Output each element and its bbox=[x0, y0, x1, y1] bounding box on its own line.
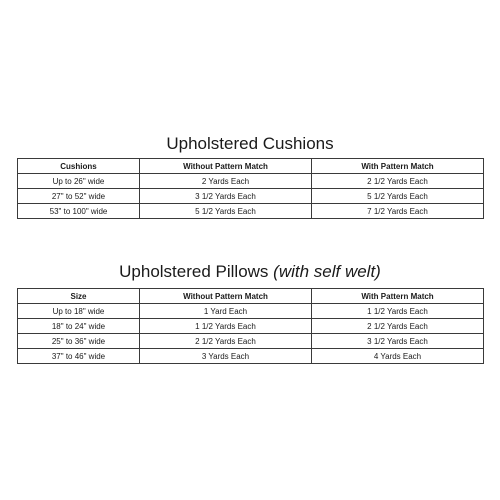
column-header: With Pattern Match bbox=[312, 159, 484, 174]
table-cell: 18" to 24" wide bbox=[18, 319, 140, 334]
pillows-table bbox=[17, 288, 484, 364]
table-cell: 3 1/2 Yards Each bbox=[312, 334, 484, 349]
table-row bbox=[18, 304, 484, 319]
table-cell: 25" to 36" wide bbox=[18, 334, 140, 349]
table-row bbox=[18, 349, 484, 364]
table-cell: 3 1/2 Yards Each bbox=[140, 189, 312, 204]
table-cell: 27" to 52" wide bbox=[18, 189, 140, 204]
column-header: Cushions bbox=[18, 159, 140, 174]
column-header: Without Pattern Match bbox=[140, 159, 312, 174]
table-header-row bbox=[18, 159, 484, 174]
table-cell: 1 1/2 Yards Each bbox=[140, 319, 312, 334]
column-header: Without Pattern Match bbox=[140, 289, 312, 304]
table-cell: 2 Yards Each bbox=[140, 174, 312, 189]
table-cell: 53" to 100" wide bbox=[18, 204, 140, 219]
table-cell: 2 1/2 Yards Each bbox=[312, 319, 484, 334]
column-header: With Pattern Match bbox=[312, 289, 484, 304]
table-row bbox=[18, 174, 484, 189]
table-cell: 1 Yard Each bbox=[140, 304, 312, 319]
table-cell: 7 1/2 Yards Each bbox=[312, 204, 484, 219]
table-row bbox=[18, 204, 484, 219]
table-cell: 3 Yards Each bbox=[140, 349, 312, 364]
cushions-title-text: Upholstered Cushions bbox=[166, 134, 334, 153]
table-row bbox=[18, 319, 484, 334]
pillows-title-main: Upholstered Pillows bbox=[119, 262, 274, 281]
pillows-title-italic: (with self welt) bbox=[273, 262, 381, 281]
table-cell: Up to 18" wide bbox=[18, 304, 140, 319]
column-header: Size bbox=[18, 289, 140, 304]
table-header-row bbox=[18, 289, 484, 304]
table-cell: 1 1/2 Yards Each bbox=[312, 304, 484, 319]
cushions-table bbox=[17, 158, 484, 219]
table-cell: 5 1/2 Yards Each bbox=[312, 189, 484, 204]
table-cell: 37" to 46" wide bbox=[18, 349, 140, 364]
cushions-title bbox=[0, 134, 500, 154]
table-cell: 5 1/2 Yards Each bbox=[140, 204, 312, 219]
pillows-title bbox=[0, 262, 500, 282]
table-cell: 2 1/2 Yards Each bbox=[312, 174, 484, 189]
table-row bbox=[18, 334, 484, 349]
table-cell: 4 Yards Each bbox=[312, 349, 484, 364]
table-cell: 2 1/2 Yards Each bbox=[140, 334, 312, 349]
table-row bbox=[18, 189, 484, 204]
table-cell: Up to 26" wide bbox=[18, 174, 140, 189]
